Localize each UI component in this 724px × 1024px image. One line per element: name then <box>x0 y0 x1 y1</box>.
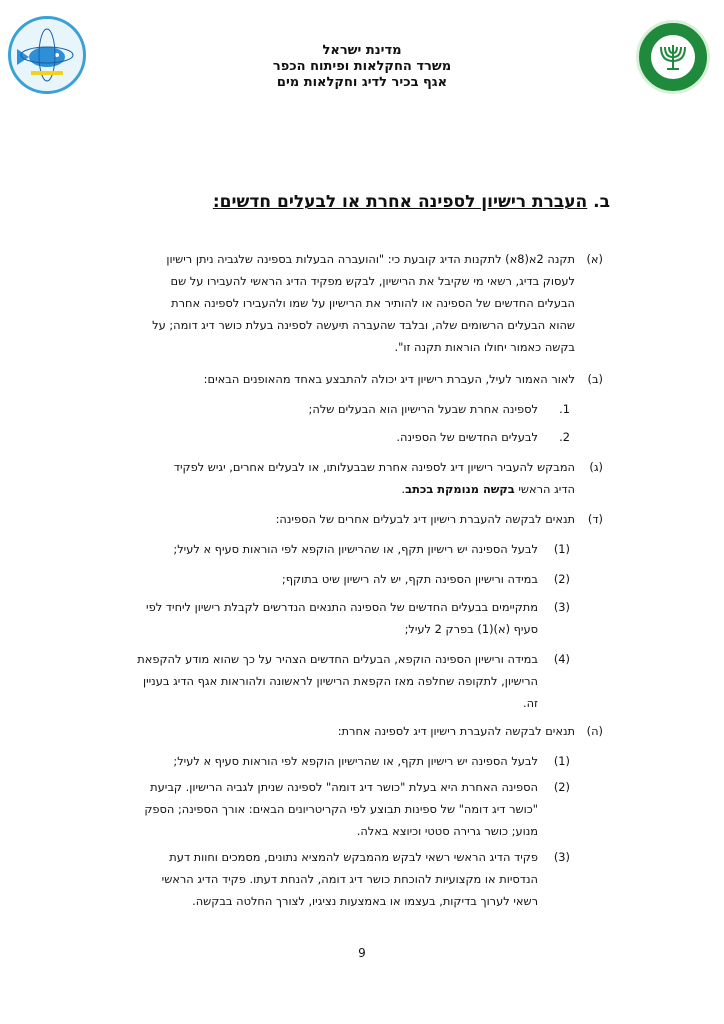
clause-g-line: המבקש להעביר רישיון דיג לספינה אחרת שבבעלותו, או לבעלים אחרים, יגיש לפקיד <box>173 460 575 474</box>
list-item-number: (3) <box>553 850 570 864</box>
list-item-number: (2) <box>553 572 570 586</box>
list-item-text: לבעלים החדשים של הספינה. <box>396 430 538 444</box>
list-item-text: לספינה אחרת שבעל הרישיון הוא הבעלים שלה; <box>308 402 538 416</box>
clause-a-label: (א) <box>586 252 603 266</box>
clause-h-text: תנאים לבקשה להעברת רישיון דיג לספינה אחרת: <box>337 724 575 738</box>
clause-a-line: תקנה 2א(8א) לתקנות הדיג קובעת כי: "והועברה הבעלות בספינה שלגביה ניתן רישיון <box>166 252 575 266</box>
written-request-emphasis: בקשה מנומקת בכתב <box>405 482 515 496</box>
list-item-line: זה. <box>522 696 538 710</box>
list-item-line: פקיד הדיג הראשי רשאי לבקש מהמבקש להמציא נתונים, מסמכים וחוות דעת <box>169 850 538 864</box>
header-line-division: אגף בכיר לדיג וחקלאות מים <box>276 75 448 90</box>
ministry-header <box>220 43 504 91</box>
list-item-line: "כושר דיג דומה" של ספינות תבוצע לפי הקריטריונים הבאים: אורך הספינה; הספק <box>144 802 538 816</box>
clause-g-post: . <box>401 482 406 496</box>
list-item-text <box>104 648 538 714</box>
list-item-number: 2. <box>559 430 570 444</box>
list-item-line: במידה ורישיון הספינה הוקפא, הבעלים החדשים הצהיר על כך שהוא מודע להקפאת <box>137 652 538 666</box>
clause-d-text: תנאים לבקשה להעברת רישיון דיג לבעלים אחרים של הספינה: <box>275 512 575 526</box>
list-item-number: (1) <box>553 542 570 556</box>
clause-d-label: (ד) <box>587 512 603 526</box>
list-item-number: (2) <box>553 780 570 794</box>
clause-a-line: לעסוק בדיג, רשאי מי שקיבל את הרישיון, לבקש מפקיד הדיג הראשי להעבירו על שם <box>170 274 575 288</box>
clause-a-text <box>104 248 575 358</box>
clause-h-label: (ה) <box>586 724 603 738</box>
header-line-ministry: משרד החקלאות ופיתוח הכפר <box>272 59 452 74</box>
list-item-number: (3) <box>553 600 570 614</box>
page-number: 9 <box>358 946 366 960</box>
list-item-text: לבעל הספינה יש רישיון תקף, או שהרישיון הוקפא לפי הוראות סעיף א לעיל; <box>173 754 538 768</box>
clause-g-line <box>104 478 575 500</box>
list-item-line: מנוע; כושר גרירה סטטי וכיוצא באלה. <box>356 824 538 838</box>
clause-g-label: (ג) <box>589 460 603 474</box>
list-item-text: לבעל הספינה יש רישיון תקף, או שהרישיון הוקפא לפי הוראות סעיף א לעיל; <box>173 542 538 556</box>
clause-a-line: הבעלים החדשים של הספינה או להותיר את הרישיון על שמו ולהעבירו לספינה אחרת <box>171 296 575 310</box>
clause-g-text <box>104 456 575 500</box>
list-item-line: רשאי לערוך בדיקות, בעצמו או באמצעות נציגיו, לצורך החלטה בבקשה. <box>192 894 538 908</box>
list-item-text <box>104 776 538 842</box>
list-item-line: מתקיימים בבעלים החדשים של הספינה התנאים הנדרשים לקבלת רישיון ליחיד לפי <box>146 600 538 614</box>
menorah-logo-icon <box>636 20 710 94</box>
clause-g-pre: הדיג הראשי <box>514 482 575 496</box>
list-item-number: (4) <box>553 652 570 666</box>
section-title-text: העברת רישיון לספינה אחרת או לבעלים חדשים: <box>212 192 588 212</box>
list-item-line: סעיף (א)(1) בפרק 2 לעיל; <box>404 622 538 636</box>
list-item-line: הנדסיות או מקצועיות להוכחת כושר דיג דומה, להנחת דעתו. פקיד הדיג הראשי <box>161 872 538 886</box>
clause-b-label: (ב) <box>587 372 603 386</box>
list-item-number: (1) <box>553 754 570 768</box>
header-line-state: מדינת ישראל <box>322 43 402 58</box>
clause-a-line: בקשה כאמור יחולו הוראות תקנה זו". <box>394 340 575 354</box>
menorah-logo-graphic <box>639 23 707 91</box>
section-number: ב. <box>593 192 610 212</box>
clause-a-line: שהוא הבעלים הרשומים שלה, ובלבד שהעברה תיעשה לספינה בעלת כושר דיג דומה; על <box>152 318 575 332</box>
clause-b-text: לאור האמור לעיל, העברת רישיון דיג יכולה להתבצע באחד מהאופנים הבאים: <box>203 372 575 386</box>
list-item-text <box>104 596 538 640</box>
list-item-number: 1. <box>559 402 570 416</box>
list-item-text <box>104 846 538 912</box>
section-title <box>150 191 610 213</box>
fish-logo-icon <box>8 16 86 94</box>
list-item-line: הספינה האחרת היא בעלת "כושר דיג דומה" לספינה שניתן לגביה הרישיון. קביעת <box>150 780 538 794</box>
list-item-line: הרישיון, לתקופה שחלפה מאז הקפאת הרישיון לראשונה ולהוראות אגף הדיג בעניין <box>142 674 538 688</box>
list-item-text: במידה ורישיון הספינה תקף, יש לה רישיון שיט בתוקף; <box>281 572 538 586</box>
fish-logo-graphic <box>11 19 83 91</box>
